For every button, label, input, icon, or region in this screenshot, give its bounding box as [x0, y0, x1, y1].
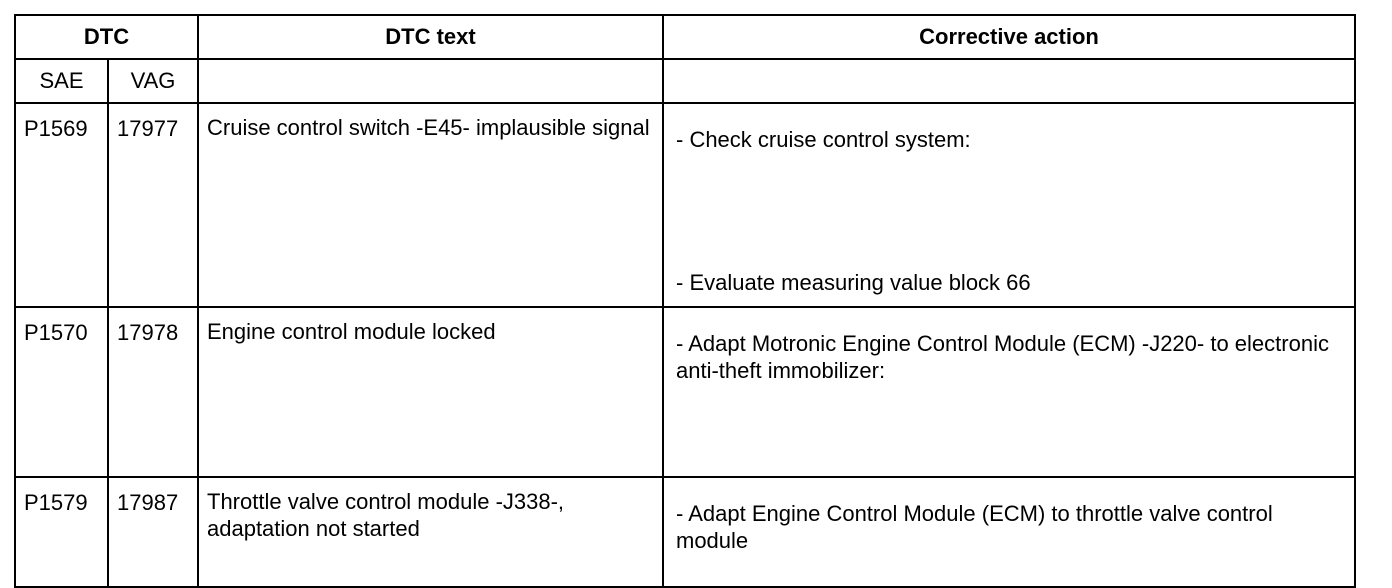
sae-code: P1579: [15, 477, 108, 587]
subheader-row: [15, 59, 1355, 103]
dtc-table: [14, 14, 1356, 588]
dtc-text-header: DTC text: [198, 15, 663, 59]
table-row: [15, 477, 1355, 587]
corrective-action-step: - Adapt Motronic Engine Control Module (ECM) -J220- to electronic anti-theft immobilizer:: [676, 331, 1329, 383]
dtc-header: DTC: [15, 15, 198, 59]
corrective-action-cell: [663, 307, 1355, 477]
empty-subheader-cell: [663, 59, 1355, 103]
dtc-text: Cruise control switch -E45- implausible signal: [198, 103, 663, 307]
corrective-action-cell: [663, 477, 1355, 587]
corrective-action-step: - Check cruise control system:: [676, 127, 971, 152]
corrective-action-step: - Adapt Engine Control Module (ECM) to throttle valve control module: [676, 501, 1273, 553]
sae-header: SAE: [15, 59, 108, 103]
vag-code: 17987: [108, 477, 198, 587]
sae-code: P1570: [15, 307, 108, 477]
sae-code: P1569: [15, 103, 108, 307]
corrective-action-step: - Evaluate measuring value block 66: [676, 270, 1031, 295]
table-row: [15, 307, 1355, 477]
table-row: [15, 103, 1355, 307]
vag-header: VAG: [108, 59, 198, 103]
corrective-action-cell: [663, 103, 1355, 307]
dtc-text: Throttle valve control module -J338-, adaptation not started: [198, 477, 663, 587]
header-row: [15, 15, 1355, 59]
vag-code: 17977: [108, 103, 198, 307]
empty-subheader-cell: [198, 59, 663, 103]
dtc-text: Engine control module locked: [198, 307, 663, 477]
vag-code: 17978: [108, 307, 198, 477]
corrective-action-header: Corrective action: [663, 15, 1355, 59]
